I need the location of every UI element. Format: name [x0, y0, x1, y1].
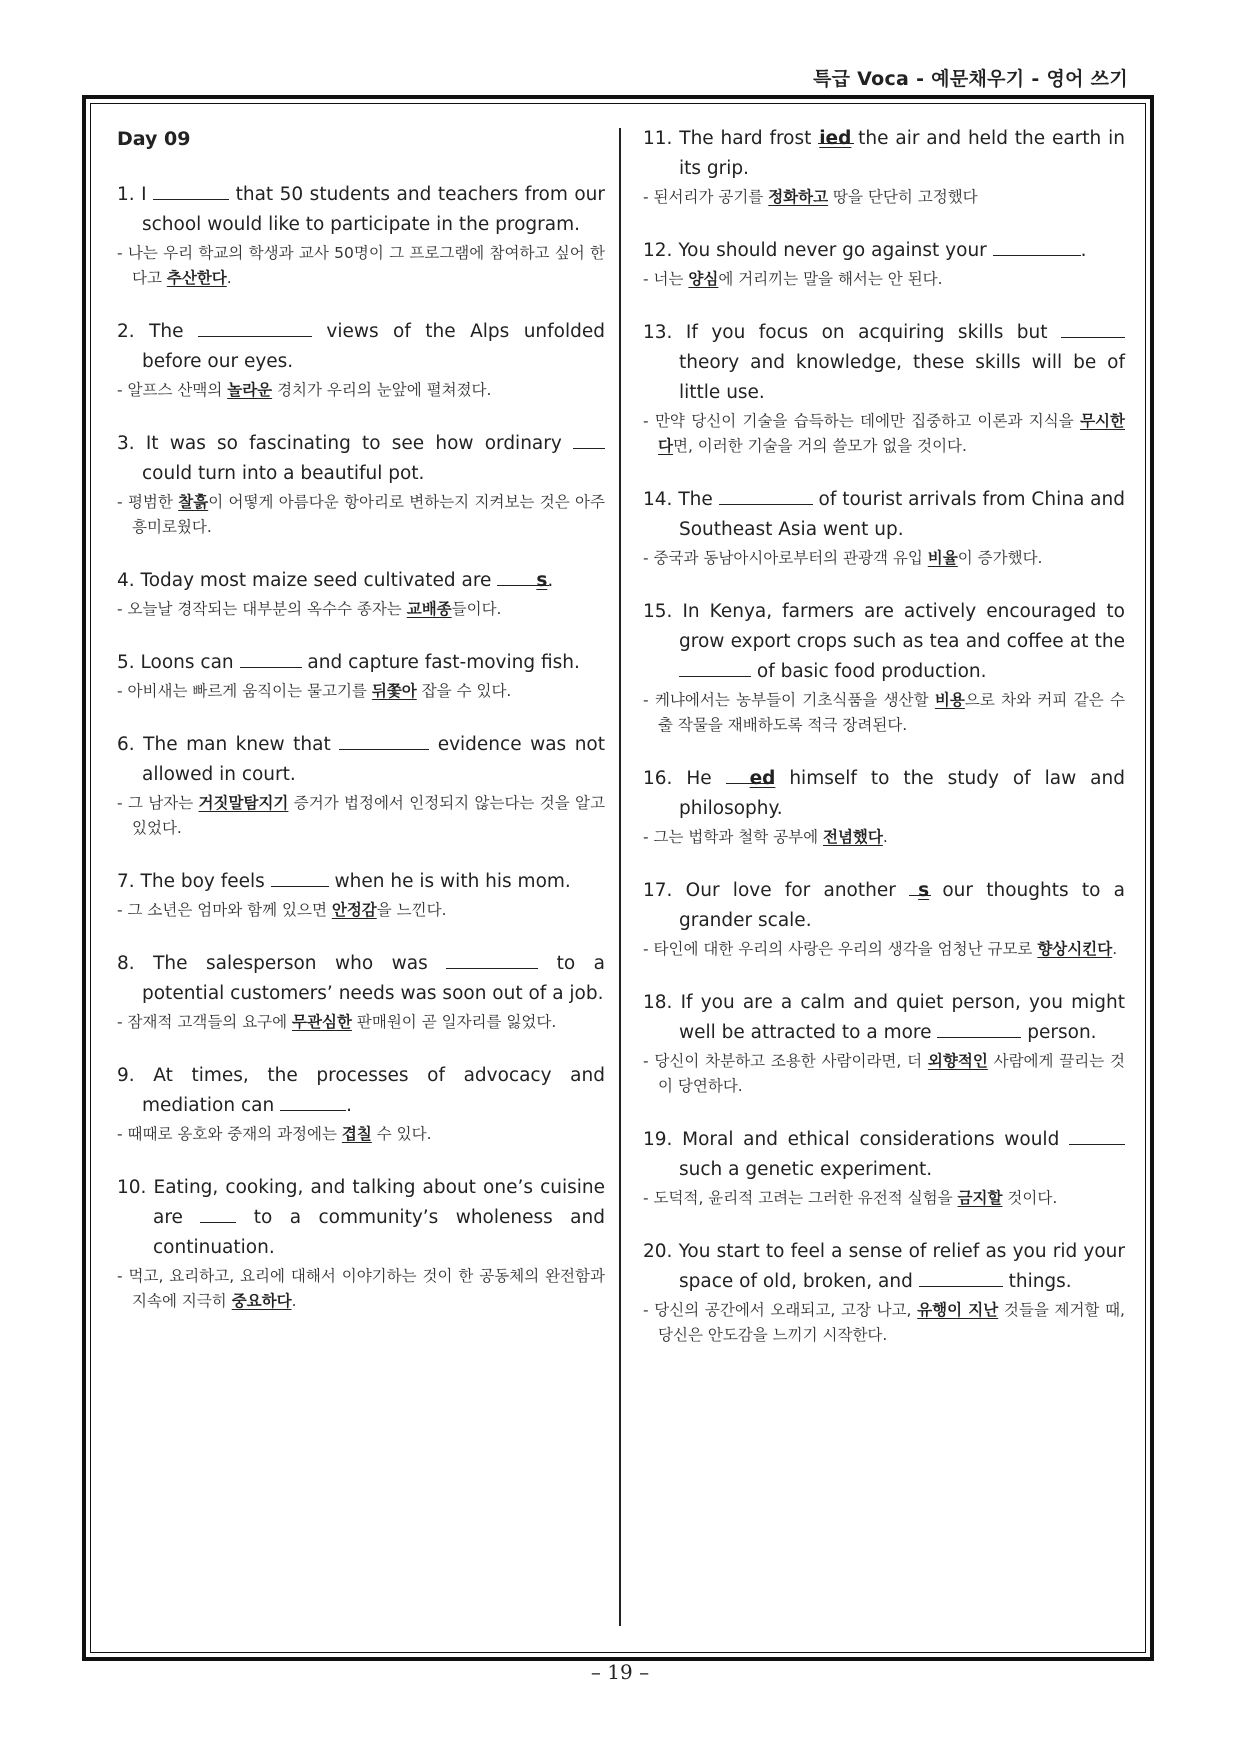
translation-text-before: 당신의 공간에서 오래되고, 고장 나고,: [654, 1301, 918, 1319]
sentence-text-before: Our love for another: [685, 880, 910, 901]
english-sentence: [643, 988, 1125, 1048]
korean-translation: [643, 937, 1125, 962]
highlighted-word: 무관심한: [292, 1013, 352, 1031]
korean-translation: [643, 267, 1125, 292]
sentence-text-after: when he is with his mom.: [328, 871, 571, 892]
korean-translation: [117, 1010, 605, 1035]
sentence-text-before: Eating, cooking, and talking about one’s cuisine are: [153, 1177, 605, 1228]
translation-text-before: 만약 당신이 기술을 습득하는 데에만 집중하고 이론과 지식을: [654, 412, 1081, 430]
translation-dash: -: [643, 1189, 654, 1207]
sentence-text-after: .: [547, 570, 554, 591]
sentence-text-before: If you are a calm and quiet person, you might well be attracted to a more: [679, 992, 1125, 1043]
translation-text-before: 된서리가 공기를: [653, 188, 769, 206]
highlighted-word: 겹칠: [341, 1125, 372, 1143]
translation-text-after: 사람에게 끌리는 것이 당연하다.: [658, 1052, 1125, 1095]
sentence-text-before: I: [141, 184, 154, 205]
english-sentence: [117, 867, 605, 897]
korean-translation: [643, 546, 1125, 571]
english-sentence: [117, 180, 605, 240]
sentence-item: [643, 124, 1125, 210]
highlighted-word: 추산한다: [166, 269, 227, 287]
korean-translation: [643, 1298, 1125, 1348]
highlighted-word: 비율: [927, 549, 958, 567]
item-number: 20.: [643, 1241, 673, 1262]
translation-text-after: 판매원이 곧 일자리를 잃었다.: [351, 1013, 557, 1031]
highlighted-word: 뒤쫓아: [371, 682, 417, 700]
translation-text-after: 땅을 단단히 고정했다: [828, 188, 978, 206]
english-sentence: [643, 318, 1125, 408]
translation-text-after: 들이다.: [451, 600, 502, 618]
korean-translation: [117, 241, 605, 291]
translation-text-before: 도덕적, 윤리적 고려는 그러한 유전적 실험을: [653, 1189, 958, 1207]
english-sentence: [643, 1125, 1125, 1185]
translation-dash: -: [117, 244, 128, 262]
sentence-text-after: of basic food production.: [751, 661, 987, 682]
answer-blank[interactable]: [937, 1019, 1021, 1038]
highlighted-word: 정화하고: [768, 188, 829, 206]
right-column: [643, 124, 1125, 1348]
translation-dash: -: [643, 828, 654, 846]
translation-dash: -: [117, 1267, 129, 1285]
english-sentence: [117, 566, 605, 596]
english-sentence: [117, 730, 605, 790]
translation-text-before: 당신이 차분하고 조용한 사람이라면, 더: [654, 1052, 928, 1070]
sentence-text-before: The salesperson who was: [153, 953, 447, 974]
sentence-item: [643, 318, 1125, 459]
sentence-text-after: the air and held the earth in its grip.: [679, 128, 1125, 179]
sentence-text-before: The: [149, 321, 198, 342]
sentence-text-before: Today most maize seed cultivated are: [140, 570, 498, 591]
sentence-text-after: of tourist arrivals from China and Southeast Asia went up.: [679, 489, 1125, 540]
translation-text-before: 타인에 대한 우리의 사랑은 우리의 생각을 엄청난 규모로: [653, 940, 1038, 958]
highlighted-word: 금지할: [957, 1189, 1003, 1207]
sentence-text-after: things.: [1002, 1271, 1072, 1292]
translation-text-after: .: [1112, 940, 1118, 958]
sentence-item: [643, 236, 1125, 292]
sentence-text-after: himself to the study of law and philosophy.: [679, 768, 1125, 819]
translation-text-before: 그는 법학과 철학 공부에: [653, 828, 823, 846]
translation-dash: -: [117, 1013, 128, 1031]
sentence-text-after: views of the Alps unfolded before our eyes.: [142, 321, 605, 372]
korean-translation: [117, 1122, 605, 1147]
sentence-item: [117, 867, 605, 923]
sentence-text-before: If you focus on acquiring skills but: [685, 322, 1061, 343]
answer-blank[interactable]: [240, 649, 302, 668]
sentence-item: [643, 764, 1125, 850]
sentence-text-before: In Kenya, farmers are actively encouraged to grow export crops such as tea and coffee at the: [679, 601, 1125, 652]
translation-dash: -: [117, 901, 128, 919]
item-number: 10.: [117, 1177, 147, 1198]
translation-text-before: 오늘날 경작되는 대부분의 옥수수 종자는: [127, 600, 407, 618]
sentence-text-after: and capture fast-moving fish.: [301, 652, 580, 673]
korean-translation: [643, 688, 1125, 738]
highlighted-word: 유행이 지난: [917, 1301, 999, 1319]
sentence-item: [643, 1237, 1125, 1348]
highlighted-word: 전념했다: [822, 828, 883, 846]
translation-dash: -: [643, 412, 655, 430]
sentence-item: [643, 485, 1125, 571]
sentence-text-after: .: [1080, 240, 1087, 261]
translation-dash: -: [643, 1301, 655, 1319]
answer-blank[interactable]: [200, 1204, 236, 1223]
highlighted-word: 비용: [934, 691, 965, 709]
translation-dash: -: [643, 940, 654, 958]
korean-translation: [117, 490, 605, 540]
sentence-text-after: such a genetic experiment.: [679, 1159, 933, 1180]
answer-blank[interactable]: [1069, 1126, 1125, 1145]
answer-blank[interactable]: [280, 1092, 346, 1111]
sentence-item: [117, 730, 605, 841]
translation-text-before: 먹고, 요리하고, 요리에 대해서 이야기하는 것이 한 공동체의 완전함과 지속에 지극히: [128, 1267, 605, 1310]
sentence-text-after: our thoughts to a grander scale.: [679, 880, 1125, 931]
translation-text-after: .: [226, 269, 232, 287]
sentence-text-after: .: [346, 1095, 352, 1116]
item-number: 8.: [117, 953, 135, 974]
translation-dash: -: [117, 493, 128, 511]
sentence-text-before: He: [686, 768, 726, 789]
translation-dash: -: [643, 270, 654, 288]
translation-text-after: 이 증가했다.: [957, 549, 1043, 567]
translation-dash: -: [117, 794, 128, 812]
translation-text-after: 에 거리끼는 말을 해서는 안 된다.: [718, 270, 943, 288]
item-number: 2.: [117, 321, 135, 342]
translation-text-before: 잠재적 고객들의 요구에: [127, 1013, 293, 1031]
korean-translation: [643, 1186, 1125, 1211]
sentence-text-before: You should never go against your: [678, 240, 993, 261]
highlighted-word: 교배종: [406, 600, 452, 618]
translation-text-before: 때때로 옹호와 중재의 과정에는: [127, 1125, 342, 1143]
sentence-item: [643, 988, 1125, 1099]
korean-translation: [643, 409, 1125, 459]
english-sentence: [117, 429, 605, 489]
sentence-item: [117, 429, 605, 540]
day-title: Day 09: [117, 128, 191, 150]
translation-dash: -: [117, 600, 128, 618]
english-sentence: [117, 1061, 605, 1121]
korean-translation: [643, 825, 1125, 850]
highlighted-word: 찰흙: [178, 493, 209, 511]
item-number: 11.: [643, 128, 673, 149]
translation-text-after: 면, 이러한 기술을 거의 쓸모가 없을 것이다.: [672, 437, 967, 455]
sentence-item: [643, 1125, 1125, 1211]
translation-dash: -: [117, 1125, 128, 1143]
highlighted-word: 거짓말탐지기: [198, 794, 289, 812]
sentence-text-before: At times, the processes of advocacy and mediation can: [142, 1065, 605, 1116]
sentence-item: [117, 949, 605, 1035]
answer-blank[interactable]: [993, 237, 1081, 256]
left-column: [117, 124, 605, 1314]
english-sentence: [643, 236, 1125, 266]
sentence-item: [117, 1061, 605, 1147]
translation-dash: -: [117, 381, 128, 399]
sentence-text-after: theory and knowledge, these skills will be of little use.: [679, 352, 1125, 403]
sentence-text-before: It was so fascinating to see how ordinary: [145, 433, 573, 454]
item-number: 12.: [643, 240, 673, 261]
english-sentence: [117, 1173, 605, 1263]
sentence-item: [117, 317, 605, 403]
sentence-text-after: to a potential customers’ needs was soon out of a job.: [142, 953, 606, 1004]
item-number: 16.: [643, 768, 673, 789]
translation-text-after: 수 있다.: [371, 1125, 432, 1143]
english-sentence: [117, 648, 605, 678]
translation-text-before: 케냐에서는 농부들이 기초식품을 생산할: [654, 691, 935, 709]
english-sentence: [643, 764, 1125, 824]
sentence-text-before: The boy feels: [140, 871, 271, 892]
answer-blank[interactable]: [679, 658, 751, 677]
translation-text-after: 잡을 수 있다.: [416, 682, 512, 700]
translation-dash: -: [643, 188, 654, 206]
item-number: 19.: [643, 1129, 673, 1150]
item-number: 7.: [117, 871, 135, 892]
english-sentence: [643, 485, 1125, 545]
item-number: 17.: [643, 880, 673, 901]
answer-blank[interactable]: [271, 868, 329, 887]
highlighted-word: 놀라운: [227, 381, 273, 399]
sentence-text-before: The man knew that: [143, 734, 340, 755]
translation-text-after: .: [882, 828, 888, 846]
translation-text-after: 을 느낀다.: [376, 901, 447, 919]
item-number: 15.: [643, 601, 673, 622]
translation-text-after: 경치가 우리의 눈앞에 펼쳐졌다.: [272, 381, 492, 399]
item-number: 6.: [117, 734, 135, 755]
item-number: 5.: [117, 652, 135, 673]
korean-translation: [117, 791, 605, 841]
translation-text-before: 너는: [653, 270, 689, 288]
sentence-text-before: Moral and ethical considerations would: [682, 1129, 1069, 1150]
highlighted-word: 무시한다: [658, 412, 1125, 455]
blank-suffix: s: [536, 570, 548, 591]
highlighted-word: 안정감: [331, 901, 377, 919]
sentence-text-after: could turn into a beautiful pot.: [142, 463, 425, 484]
page-header: 특급 Voca - 예문채우기 - 영어 쓰기: [812, 68, 1128, 90]
translation-dash: -: [117, 682, 128, 700]
sentence-item: [117, 648, 605, 704]
sentence-item: [117, 566, 605, 622]
korean-translation: [117, 1264, 605, 1314]
translation-dash: -: [643, 691, 655, 709]
translation-text-before: 평범한: [127, 493, 179, 511]
answer-blank[interactable]: [719, 486, 813, 505]
item-number: 9.: [117, 1065, 135, 1086]
translation-text-after: 으로 차와 커피 같은 수출 작물을 재배하도록 적극 장려된다.: [658, 691, 1125, 734]
item-number: 3.: [117, 433, 135, 454]
sentence-text-after: to a community’s wholeness and continuation.: [153, 1207, 605, 1258]
english-sentence: [643, 124, 1125, 184]
korean-translation: [117, 597, 605, 622]
column-divider: [619, 128, 621, 1626]
korean-translation: [643, 185, 1125, 210]
translation-text-before: 그 소년은 엄마와 함께 있으면: [127, 901, 332, 919]
blank-suffix: ied: [819, 128, 852, 149]
english-sentence: [117, 317, 605, 377]
page-number: – 19 –: [590, 1660, 650, 1684]
korean-translation: [117, 679, 605, 704]
answer-blank[interactable]: [198, 318, 312, 337]
blank-suffix: ed: [749, 768, 776, 789]
translation-dash: -: [643, 1052, 655, 1070]
english-sentence: [643, 876, 1125, 936]
highlighted-word: 향상시킨다: [1037, 940, 1113, 958]
translation-text-after: 것들을 제거할 때, 당신은 안도감을 느끼기 시작한다.: [658, 1301, 1125, 1344]
sentence-item: [643, 597, 1125, 738]
sentence-item: [643, 876, 1125, 962]
sentence-text-before: The: [678, 489, 719, 510]
answer-blank[interactable]: [919, 1268, 1003, 1287]
answer-blank[interactable]: [573, 430, 605, 449]
sentence-text-after: that 50 students and teachers from our school would like to participate in the program.: [142, 184, 605, 235]
translation-text-before: 아비새는 빠르게 움직이는 물고기를: [127, 682, 372, 700]
highlighted-word: 양심: [688, 270, 719, 288]
sentence-text-before: You start to feel a sense of relief as you rid your space of old, broken, and: [678, 1241, 1125, 1292]
highlighted-word: 중요하다: [231, 1292, 292, 1310]
korean-translation: [117, 898, 605, 923]
sentence-text-before: Loons can: [140, 652, 240, 673]
translation-text-before: 중국과 동남아시아로부터의 관광객 유입: [653, 549, 928, 567]
answer-blank[interactable]: [1061, 319, 1125, 338]
korean-translation: [643, 1049, 1125, 1099]
translation-text-after: 것이다.: [1002, 1189, 1058, 1207]
english-sentence: [117, 949, 605, 1009]
translation-text-after: 증거가 법정에서 인정되지 않는다는 것을 알고 있었다.: [132, 794, 605, 837]
korean-translation: [117, 378, 605, 403]
answer-blank[interactable]: [339, 731, 429, 750]
item-number: 18.: [643, 992, 673, 1013]
item-number: 13.: [643, 322, 673, 343]
sentence-item: [117, 180, 605, 291]
translation-text-before: 그 남자는: [127, 794, 199, 812]
translation-text-before: 나는 우리 학교의 학생과 교사 50명이 그 프로그램에 참여하고 싶어 한다고: [127, 244, 605, 287]
item-number: 4.: [117, 570, 135, 591]
sentence-item: [117, 1173, 605, 1314]
highlighted-word: 외향적인: [927, 1052, 988, 1070]
translation-text-after: .: [291, 1292, 297, 1310]
sentence-text-after: person.: [1021, 1022, 1097, 1043]
english-sentence: [643, 597, 1125, 687]
english-sentence: [643, 1237, 1125, 1297]
answer-blank[interactable]: [153, 181, 229, 200]
sentence-text-after: evidence was not allowed in court.: [142, 734, 605, 785]
translation-text-before: 알프스 산맥의: [127, 381, 228, 399]
item-number: 14.: [643, 489, 673, 510]
translation-text-after: 이 어떻게 아름다운 항아리로 변하는지 지켜보는 것은 아주 흥미로웠다.: [132, 493, 605, 536]
translation-dash: -: [643, 549, 654, 567]
blank-suffix: s: [918, 880, 930, 901]
sentence-text-before: The hard frost: [679, 128, 819, 149]
item-number: 1.: [117, 184, 135, 205]
answer-blank[interactable]: [446, 950, 538, 969]
